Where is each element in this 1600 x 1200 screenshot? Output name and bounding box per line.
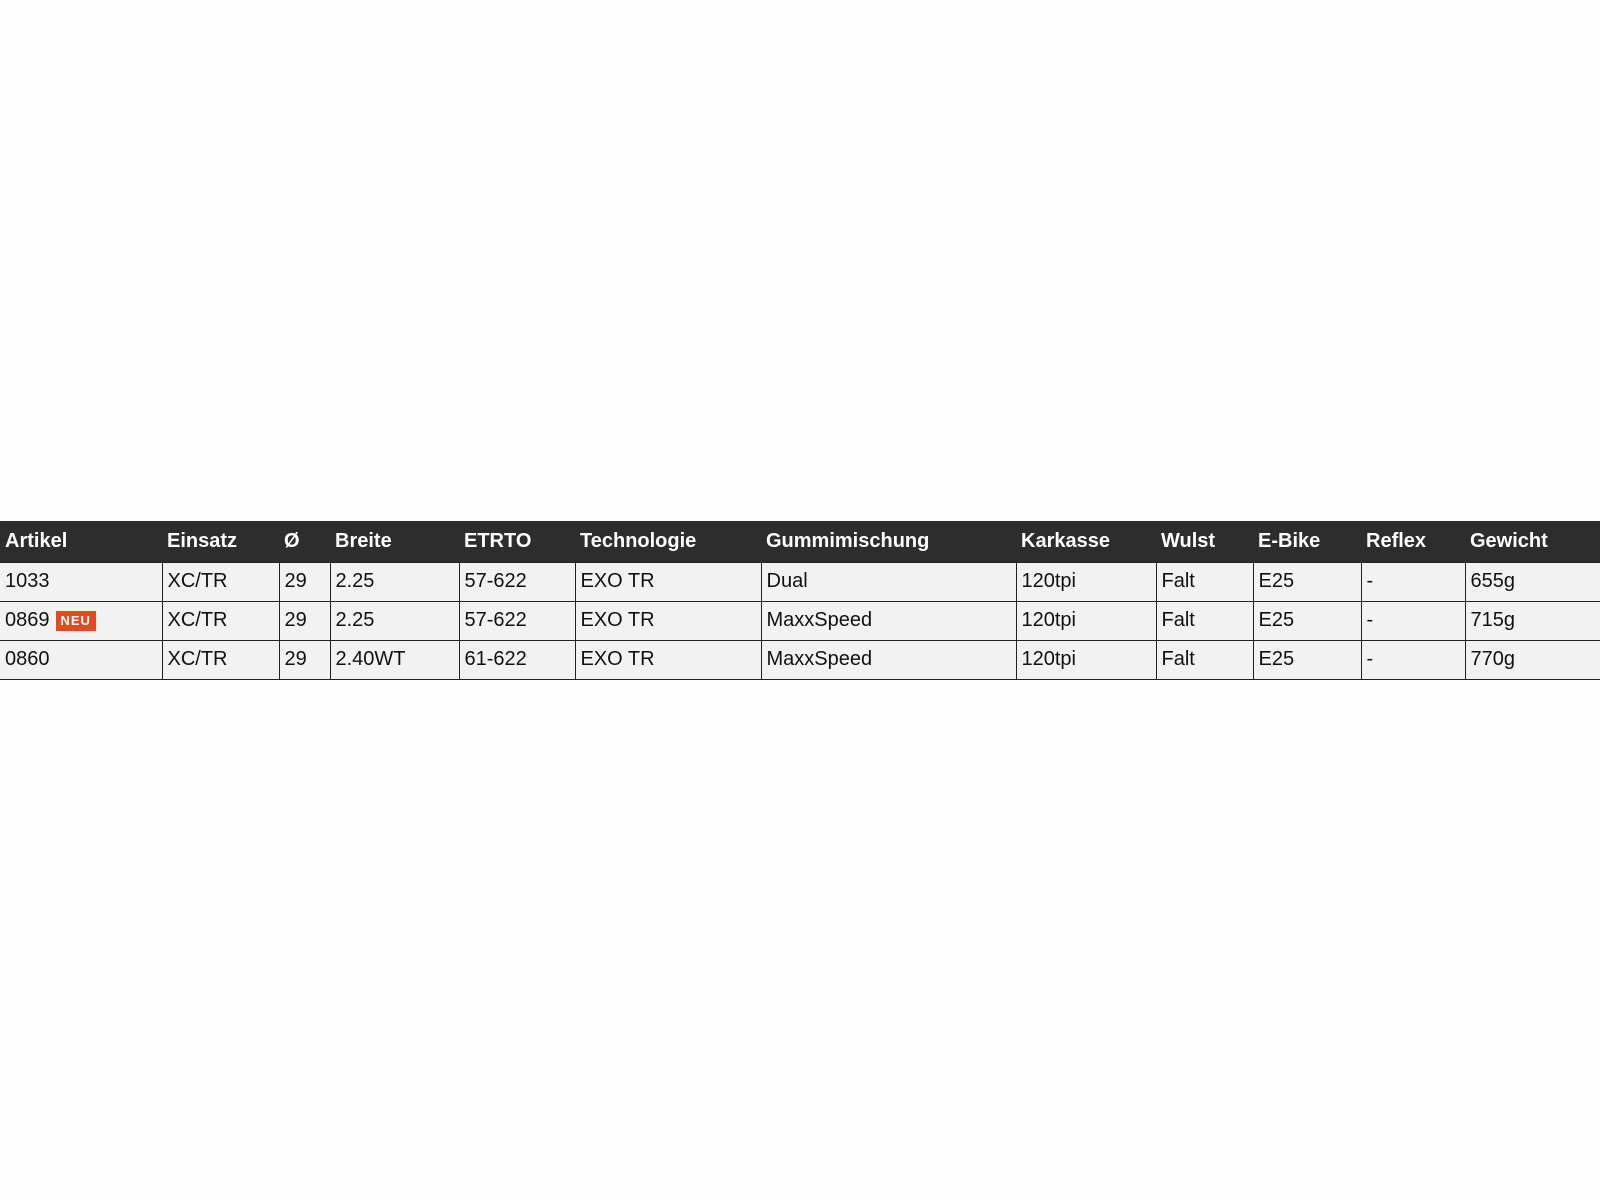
header-reflex: Reflex: [1366, 529, 1427, 552]
cell-durchmesser: 29: [279, 640, 330, 679]
article-number: 0860: [5, 648, 50, 670]
cell-gummimischung: MaxxSpeed: [761, 640, 1016, 679]
cell-ebike: E25: [1253, 562, 1361, 601]
header-durchmesser: Ø: [284, 529, 300, 552]
cell-etrto: 57-622: [459, 562, 575, 601]
header-artikel: Artikel: [5, 529, 68, 552]
header-etrto: ETRTO: [464, 529, 532, 552]
cell-einsatz: XC/TR: [162, 601, 279, 640]
cell-breite: 2.25: [330, 562, 459, 601]
article-number: 1033: [5, 570, 50, 592]
cell-einsatz: XC/TR: [162, 640, 279, 679]
header-gummimischung: Gummimischung: [766, 529, 930, 552]
cell-gewicht: 770g: [1465, 640, 1600, 679]
cell-artikel: [0, 640, 162, 679]
cell-wulst: Falt: [1156, 601, 1253, 640]
header-gewicht: Gewicht: [1470, 529, 1548, 552]
cell-durchmesser: 29: [279, 601, 330, 640]
cell-technologie: EXO TR: [575, 601, 761, 640]
cell-karkasse: 120tpi: [1016, 601, 1156, 640]
table-row: [0, 601, 1600, 640]
cell-etrto: 61-622: [459, 640, 575, 679]
cell-etrto: 57-622: [459, 601, 575, 640]
article-number: 0869: [5, 609, 50, 631]
cell-breite: 2.40WT: [330, 640, 459, 679]
cell-karkasse: 120tpi: [1016, 640, 1156, 679]
cell-durchmesser: 29: [279, 562, 330, 601]
cell-gummimischung: Dual: [761, 562, 1016, 601]
table-row: [0, 640, 1600, 679]
cell-wulst: Falt: [1156, 640, 1253, 679]
cell-artikel: [0, 601, 162, 640]
cell-ebike: E25: [1253, 601, 1361, 640]
cell-einsatz: XC/TR: [162, 562, 279, 601]
table-header-row: [0, 521, 1600, 562]
cell-gewicht: 655g: [1465, 562, 1600, 601]
header-einsatz: Einsatz: [167, 529, 238, 552]
cell-artikel: [0, 562, 162, 601]
cell-karkasse: 120tpi: [1016, 562, 1156, 601]
cell-gummimischung: MaxxSpeed: [761, 601, 1016, 640]
cell-breite: 2.25: [330, 601, 459, 640]
cell-technologie: EXO TR: [575, 562, 761, 601]
tire-spec-table: [0, 521, 1600, 680]
header-ebike: E-Bike: [1258, 529, 1321, 552]
cell-reflex: -: [1361, 640, 1465, 679]
cell-reflex: -: [1361, 562, 1465, 601]
table-row: [0, 562, 1600, 601]
cell-technologie: EXO TR: [575, 640, 761, 679]
cell-gewicht: 715g: [1465, 601, 1600, 640]
new-badge: NEU: [56, 611, 96, 631]
header-karkasse: Karkasse: [1021, 529, 1110, 552]
header-wulst: Wulst: [1161, 529, 1216, 552]
cell-ebike: E25: [1253, 640, 1361, 679]
header-technologie: Technologie: [580, 529, 697, 552]
header-breite: Breite: [335, 529, 392, 552]
cell-wulst: Falt: [1156, 562, 1253, 601]
cell-reflex: -: [1361, 601, 1465, 640]
